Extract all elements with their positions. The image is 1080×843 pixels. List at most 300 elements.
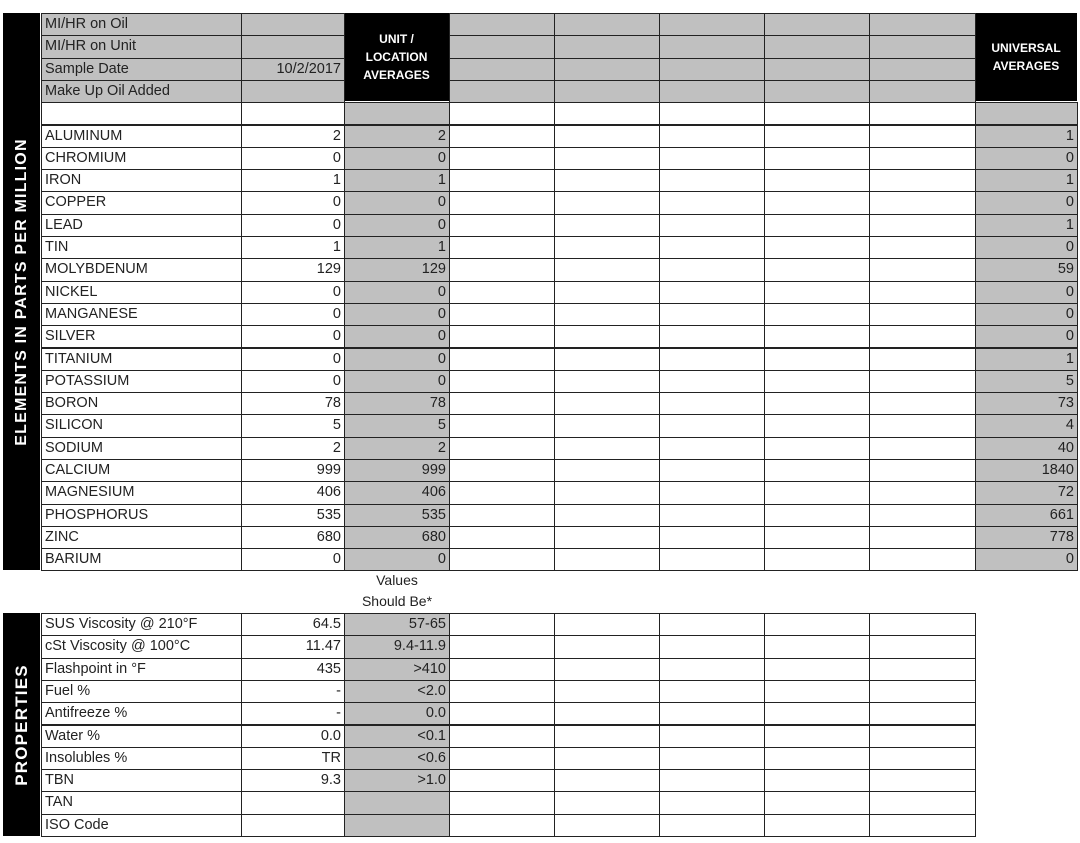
element-empty-cell [659,504,765,527]
element-name: MANGANESE [41,303,242,326]
property-empty-cell [869,613,976,636]
header-row-empty-cell [659,35,765,58]
element-empty-cell [869,214,976,237]
element-empty-cell [659,258,765,281]
element-empty-cell [659,414,765,437]
element-empty-cell [659,481,765,504]
element-empty-cell [659,191,765,214]
header-row-empty-cell [659,58,765,81]
property-empty-cell [869,658,976,681]
property-name: TBN [41,769,242,792]
element-name: TIN [41,236,242,259]
header-row-empty-cell [449,80,555,103]
element-empty-cell [449,414,555,437]
element-name: BARIUM [41,548,242,571]
element-empty-cell [869,348,976,371]
element-empty-cell [449,437,555,460]
property-empty-cell [659,814,765,837]
element-name: SILVER [41,325,242,348]
property-name: Fuel % [41,680,242,703]
property-name: Antifreeze % [41,702,242,725]
element-sample-value: 0 [241,303,345,326]
element-empty-cell [764,147,870,170]
property-should-be: 9.4-11.9 [344,635,450,658]
property-empty-cell [869,725,976,748]
element-sample-value: 5 [241,414,345,437]
element-name: IRON [41,169,242,192]
property-empty-cell [869,635,976,658]
element-empty-cell [659,370,765,393]
element-unit-average: 2 [344,437,450,460]
element-sample-value: 2 [241,125,345,148]
element-universal-average: 0 [975,147,1078,170]
property-empty-cell [554,791,660,814]
element-empty-cell [449,214,555,237]
element-sample-value: 0 [241,281,345,304]
element-empty-cell [659,459,765,482]
element-empty-cell [554,191,660,214]
element-empty-cell [764,504,870,527]
element-unit-average: 1 [344,169,450,192]
header-row-empty-cell [554,35,660,58]
element-sample-value: 0 [241,370,345,393]
property-empty-cell [764,658,870,681]
header-row-empty-cell [764,80,870,103]
property-should-be: <0.1 [344,725,450,748]
property-sample-value: 11.47 [241,635,345,658]
element-sample-value: 406 [241,481,345,504]
property-empty-cell [554,814,660,837]
header-row-empty-cell [869,80,976,103]
element-empty-cell [554,414,660,437]
header-row-empty-cell [449,13,555,36]
element-empty-cell [869,258,976,281]
header-row-value: 10/2/2017 [241,58,345,81]
element-name: BORON [41,392,242,415]
element-sample-value: 78 [241,392,345,415]
element-empty-cell [869,526,976,549]
universal-averages-header-text: UNIVERSAL AVERAGES [991,41,1061,73]
element-name: CHROMIUM [41,147,242,170]
property-empty-cell [449,769,555,792]
property-empty-cell [764,747,870,770]
element-empty-cell [764,125,870,148]
property-empty-cell [449,658,555,681]
property-sample-value: 435 [241,658,345,681]
header-row-empty-cell [764,58,870,81]
header-row-value [241,80,345,103]
element-unit-average: 406 [344,481,450,504]
element-empty-cell [764,526,870,549]
property-empty-cell [659,725,765,748]
property-empty-cell [659,791,765,814]
element-universal-average: 1 [975,125,1078,148]
property-empty-cell [554,725,660,748]
header-row-empty-cell [764,13,870,36]
elements-side-label [3,13,40,570]
element-name: ZINC [41,526,242,549]
element-empty-cell [659,348,765,371]
header-row-label: Sample Date [41,58,242,81]
header-row-empty-cell [869,13,976,36]
element-empty-cell [449,370,555,393]
element-universal-average: 778 [975,526,1078,549]
element-empty-cell [449,348,555,371]
element-empty-cell [554,303,660,326]
element-unit-average: 0 [344,281,450,304]
element-empty-cell [869,125,976,148]
element-unit-average: 535 [344,504,450,527]
property-name: ISO Code [41,814,242,837]
element-universal-average: 1 [975,214,1078,237]
element-empty-cell [554,258,660,281]
header-row-empty-cell [869,58,976,81]
element-sample-value: 999 [241,459,345,482]
element-empty-cell [659,236,765,259]
property-empty-cell [449,725,555,748]
element-empty-cell [659,281,765,304]
property-should-be [344,791,450,814]
element-empty-cell [554,459,660,482]
property-empty-cell [659,769,765,792]
header-row-empty-cell [764,35,870,58]
element-empty-cell [869,414,976,437]
element-universal-average: 73 [975,392,1078,415]
property-name: Water % [41,725,242,748]
element-unit-average: 5 [344,414,450,437]
element-empty-cell [869,281,976,304]
property-empty-cell [659,635,765,658]
element-name: ALUMINUM [41,125,242,148]
element-unit-average: 1 [344,236,450,259]
property-empty-cell [869,702,976,725]
element-empty-cell [659,303,765,326]
element-empty-cell [449,548,555,571]
element-empty-cell [554,370,660,393]
element-empty-cell [449,481,555,504]
element-unit-average: 680 [344,526,450,549]
property-empty-cell [869,747,976,770]
element-empty-cell [869,325,976,348]
property-empty-cell [764,613,870,636]
element-empty-cell [869,147,976,170]
property-sample-value: 0.0 [241,725,345,748]
header-row-label: Make Up Oil Added [41,80,242,103]
element-empty-cell [764,348,870,371]
property-sample-value: - [241,702,345,725]
property-sample-value: 64.5 [241,613,345,636]
element-empty-cell [554,481,660,504]
element-empty-cell [449,325,555,348]
element-empty-cell [554,169,660,192]
element-empty-cell [869,169,976,192]
element-sample-value: 0 [241,147,345,170]
element-name: MAGNESIUM [41,481,242,504]
element-empty-cell [764,236,870,259]
values-note-line-1: Values [376,572,418,588]
element-empty-cell [659,147,765,170]
element-empty-cell [449,125,555,148]
header-row-empty-cell [449,58,555,81]
property-empty-cell [869,680,976,703]
property-empty-cell [449,680,555,703]
element-empty-cell [869,191,976,214]
property-sample-value: 9.3 [241,769,345,792]
element-empty-cell [554,437,660,460]
header-row-label: MI/HR on Oil [41,13,242,36]
property-sample-value: TR [241,747,345,770]
element-empty-cell [659,392,765,415]
header-row-empty-cell [449,35,555,58]
property-empty-cell [869,769,976,792]
property-empty-cell [659,702,765,725]
element-unit-average: 78 [344,392,450,415]
element-empty-cell [764,414,870,437]
element-empty-cell [659,214,765,237]
element-empty-cell [449,236,555,259]
header-row-empty-cell [554,80,660,103]
element-empty-cell [449,147,555,170]
property-sample-value [241,791,345,814]
spacer-row-cell [241,102,345,125]
element-universal-average: 0 [975,303,1078,326]
universal-averages-header [975,13,1077,101]
property-sample-value [241,814,345,837]
values-note-line-2: Should Be* [361,593,433,609]
element-empty-cell [869,236,976,259]
property-empty-cell [554,658,660,681]
element-empty-cell [449,504,555,527]
element-empty-cell [764,191,870,214]
property-empty-cell [554,769,660,792]
property-empty-cell [554,702,660,725]
property-empty-cell [659,613,765,636]
property-empty-cell [764,635,870,658]
element-universal-average: 0 [975,191,1078,214]
values-should-be-note [342,570,452,612]
element-universal-average: 1840 [975,459,1078,482]
property-empty-cell [764,791,870,814]
property-empty-cell [869,791,976,814]
element-unit-average: 0 [344,325,450,348]
element-empty-cell [449,459,555,482]
property-name: Insolubles % [41,747,242,770]
element-universal-average: 5 [975,370,1078,393]
element-empty-cell [869,548,976,571]
element-universal-average: 0 [975,281,1078,304]
element-unit-average: 0 [344,214,450,237]
spacer-row-cell [41,102,242,125]
element-unit-average: 129 [344,258,450,281]
property-empty-cell [449,613,555,636]
element-empty-cell [764,459,870,482]
property-empty-cell [764,814,870,837]
unit-location-averages-header-text: UNIT / LOCATION AVERAGES [363,32,430,82]
element-empty-cell [764,258,870,281]
property-empty-cell [554,680,660,703]
element-name: COPPER [41,191,242,214]
property-should-be: 57-65 [344,613,450,636]
element-universal-average: 0 [975,325,1078,348]
element-sample-value: 1 [241,169,345,192]
element-universal-average: 4 [975,414,1078,437]
property-should-be [344,814,450,837]
header-row-empty-cell [659,13,765,36]
element-sample-value: 2 [241,437,345,460]
header-row-value [241,13,345,36]
spacer-row-cell [764,102,870,125]
header-row-empty-cell [869,35,976,58]
element-name: SILICON [41,414,242,437]
property-empty-cell [764,725,870,748]
element-unit-average: 0 [344,303,450,326]
element-sample-value: 680 [241,526,345,549]
property-name: Flashpoint in °F [41,658,242,681]
property-empty-cell [764,769,870,792]
element-empty-cell [659,548,765,571]
property-empty-cell [764,680,870,703]
element-name: MOLYBDENUM [41,258,242,281]
element-empty-cell [449,258,555,281]
element-empty-cell [554,392,660,415]
property-should-be: <0.6 [344,747,450,770]
element-empty-cell [869,370,976,393]
property-empty-cell [449,814,555,837]
header-row-empty-cell [554,13,660,36]
property-empty-cell [659,680,765,703]
element-empty-cell [764,325,870,348]
element-sample-value: 0 [241,548,345,571]
element-empty-cell [869,392,976,415]
element-empty-cell [764,481,870,504]
element-unit-average: 2 [344,125,450,148]
element-empty-cell [449,392,555,415]
element-unit-average: 0 [344,370,450,393]
element-universal-average: 59 [975,258,1078,281]
element-universal-average: 40 [975,437,1078,460]
spacer-row-cell [659,102,765,125]
element-universal-average: 661 [975,504,1078,527]
property-empty-cell [554,747,660,770]
element-name: NICKEL [41,281,242,304]
property-empty-cell [554,613,660,636]
element-empty-cell [554,125,660,148]
element-empty-cell [449,281,555,304]
header-row-value [241,35,345,58]
element-empty-cell [449,303,555,326]
property-empty-cell [449,791,555,814]
property-sample-value: - [241,680,345,703]
element-sample-value: 129 [241,258,345,281]
element-empty-cell [764,437,870,460]
property-empty-cell [764,702,870,725]
element-name: PHOSPHORUS [41,504,242,527]
element-empty-cell [449,169,555,192]
element-sample-value: 0 [241,214,345,237]
spacer-row-cell [449,102,555,125]
property-should-be: 0.0 [344,702,450,725]
property-empty-cell [659,747,765,770]
element-sample-value: 1 [241,236,345,259]
element-name: CALCIUM [41,459,242,482]
element-name: LEAD [41,214,242,237]
element-universal-average: 0 [975,548,1078,571]
property-empty-cell [449,635,555,658]
element-empty-cell [554,236,660,259]
property-name: cSt Viscosity @ 100°C [41,635,242,658]
element-universal-average: 72 [975,481,1078,504]
property-should-be: <2.0 [344,680,450,703]
element-empty-cell [764,370,870,393]
properties-side-label-text: PROPERTIES [11,663,31,786]
element-empty-cell [659,325,765,348]
spacer-row-cell [554,102,660,125]
element-empty-cell [554,348,660,371]
header-row-empty-cell [554,58,660,81]
elements-side-label-text: ELEMENTS IN PARTS PER MILLION [12,137,30,446]
element-unit-average: 999 [344,459,450,482]
element-empty-cell [869,481,976,504]
property-name: TAN [41,791,242,814]
spacer-row-cell [869,102,976,125]
property-should-be: >1.0 [344,769,450,792]
unit-location-averages-header [344,13,449,101]
element-empty-cell [659,125,765,148]
element-empty-cell [554,147,660,170]
element-sample-value: 535 [241,504,345,527]
element-empty-cell [554,526,660,549]
element-empty-cell [869,437,976,460]
element-empty-cell [764,392,870,415]
element-empty-cell [764,281,870,304]
element-empty-cell [659,169,765,192]
property-empty-cell [659,658,765,681]
property-empty-cell [869,814,976,837]
element-sample-value: 0 [241,191,345,214]
element-empty-cell [764,214,870,237]
element-empty-cell [554,325,660,348]
element-empty-cell [869,504,976,527]
element-empty-cell [659,437,765,460]
element-empty-cell [764,548,870,571]
element-empty-cell [659,526,765,549]
element-universal-average: 1 [975,169,1078,192]
element-empty-cell [449,191,555,214]
element-unit-average: 0 [344,147,450,170]
header-row-label: MI/HR on Unit [41,35,242,58]
element-name: POTASSIUM [41,370,242,393]
property-empty-cell [449,747,555,770]
element-empty-cell [554,214,660,237]
element-empty-cell [869,459,976,482]
element-universal-average: 1 [975,348,1078,371]
property-empty-cell [449,702,555,725]
header-row-empty-cell [659,80,765,103]
element-empty-cell [554,504,660,527]
element-empty-cell [764,303,870,326]
element-sample-value: 0 [241,325,345,348]
element-name: TITANIUM [41,348,242,371]
element-empty-cell [554,281,660,304]
element-universal-average: 0 [975,236,1078,259]
element-sample-value: 0 [241,348,345,371]
element-empty-cell [869,303,976,326]
spacer-row-cell [975,102,1078,125]
element-unit-average: 0 [344,548,450,571]
element-empty-cell [449,526,555,549]
spacer-row-cell [344,102,450,125]
element-unit-average: 0 [344,191,450,214]
